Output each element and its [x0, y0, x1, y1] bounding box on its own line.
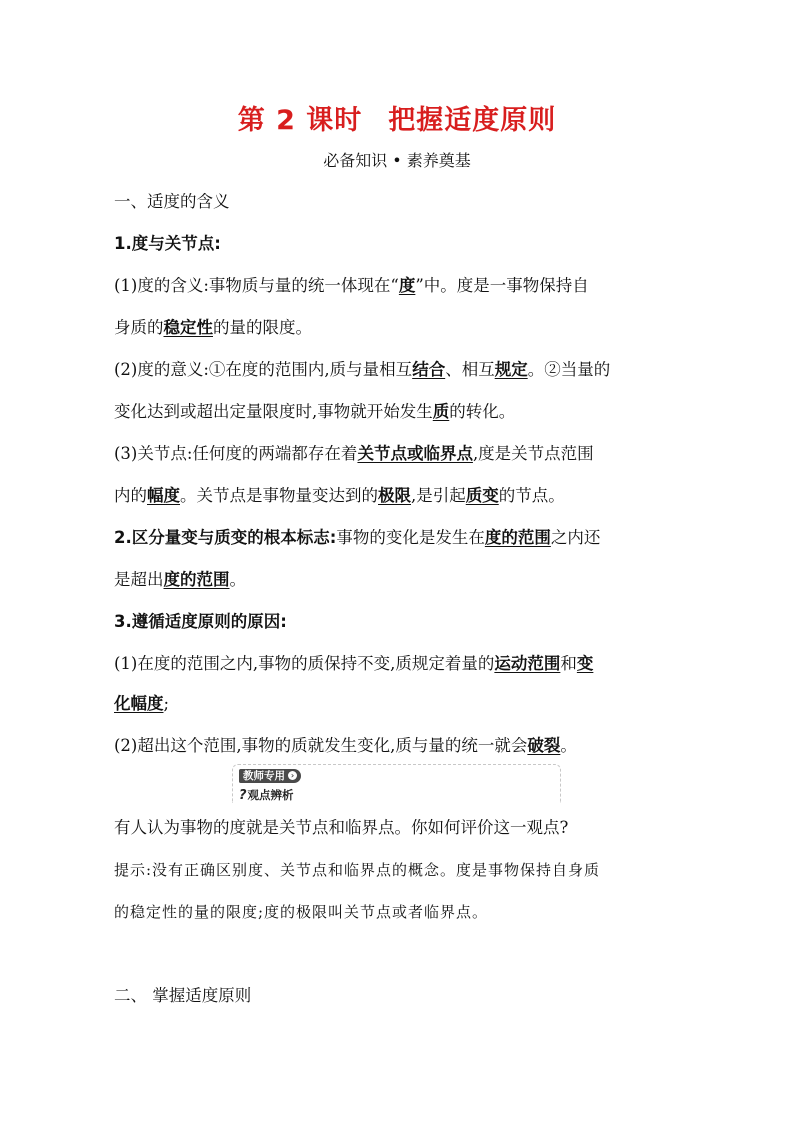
- item1-heading: 1.度与关节点:: [114, 234, 221, 253]
- viewpoint-analysis-label: ?观点辨析: [239, 788, 294, 803]
- teacher-only-box: [232, 764, 561, 803]
- section2-heading: 二、 掌握适度原则: [114, 986, 252, 1005]
- lesson-title: [0, 98, 794, 137]
- paragraph-line: (2)度的意义:①在度的范围内,质与量相互结合、相互规定。②当量的: [114, 360, 611, 379]
- key-term: 度的范围: [163, 570, 230, 589]
- lesson-topic: 把握适度原则: [388, 105, 557, 136]
- item3-heading: 3.遵循适度原则的原因:: [114, 612, 287, 631]
- section-subtitle: 必备知识 • 素养奠基: [323, 151, 471, 170]
- key-term: 度的范围: [484, 528, 551, 547]
- paragraph-line: (2)超出这个范围,事物的质就发生变化,质与量的统一就会破裂。: [114, 736, 577, 755]
- key-term: 规定: [494, 360, 528, 379]
- section1-heading: 一、适度的含义: [114, 192, 230, 211]
- lesson-number: 第 2 课时: [237, 105, 363, 136]
- key-term: 关节点或临界点: [357, 444, 473, 463]
- paragraph-line: 内的幅度。关节点是事物量变达到的极限,是引起质变的节点。: [114, 486, 565, 505]
- key-term: 化幅度: [114, 694, 164, 713]
- key-term: 质: [432, 402, 450, 421]
- item2-heading: 2.区分量变与质变的根本标志:: [114, 528, 337, 547]
- key-term: 质变: [465, 486, 499, 505]
- key-term: 稳定性: [163, 318, 213, 337]
- teacher-only-tag: 教师专用 ›: [239, 769, 301, 783]
- key-term: 变: [576, 654, 594, 673]
- key-term: 结合: [412, 360, 446, 379]
- key-term: 运动范围: [494, 654, 561, 673]
- key-term: 破裂: [527, 736, 561, 755]
- paragraph-line: (1)在度的范围之内,事物的质保持不变,质规定着量的运动范围和变: [114, 654, 594, 673]
- hint-line: 提示:没有正确区别度、关节点和临界点的概念。度是事物保持自身质: [114, 861, 601, 879]
- key-term: 幅度: [147, 486, 180, 505]
- key-term: 极限: [378, 486, 411, 505]
- paragraph-line: 2.区分量变与质变的根本标志:事物的变化是发生在度的范围之内还: [114, 528, 601, 547]
- chevron-right-icon: ›: [288, 771, 297, 780]
- paragraph-line: 身质的稳定性的量的限度。: [114, 318, 312, 337]
- paragraph-line: 变化达到或超出定量限度时,事物就开始发生质的转化。: [114, 402, 516, 421]
- question-mark-icon: ?: [239, 788, 247, 803]
- paragraph-line: (3)关节点:任何度的两端都存在着关节点或临界点,度是关节点范围: [114, 444, 594, 463]
- paragraph-line: 是超出度的范围。: [114, 570, 246, 589]
- discussion-question: 有人认为事物的度就是关节点和临界点。你如何评价这一观点?: [114, 818, 569, 837]
- hint-line: 的稳定性的量的限度;度的极限叫关节点或者临界点。: [114, 903, 489, 921]
- key-term: 度: [398, 276, 416, 295]
- paragraph-line: (1)度的含义:事物质与量的统一体现在“度”中。度是一事物保持自: [114, 276, 589, 295]
- paragraph-line: 化幅度;: [114, 694, 170, 713]
